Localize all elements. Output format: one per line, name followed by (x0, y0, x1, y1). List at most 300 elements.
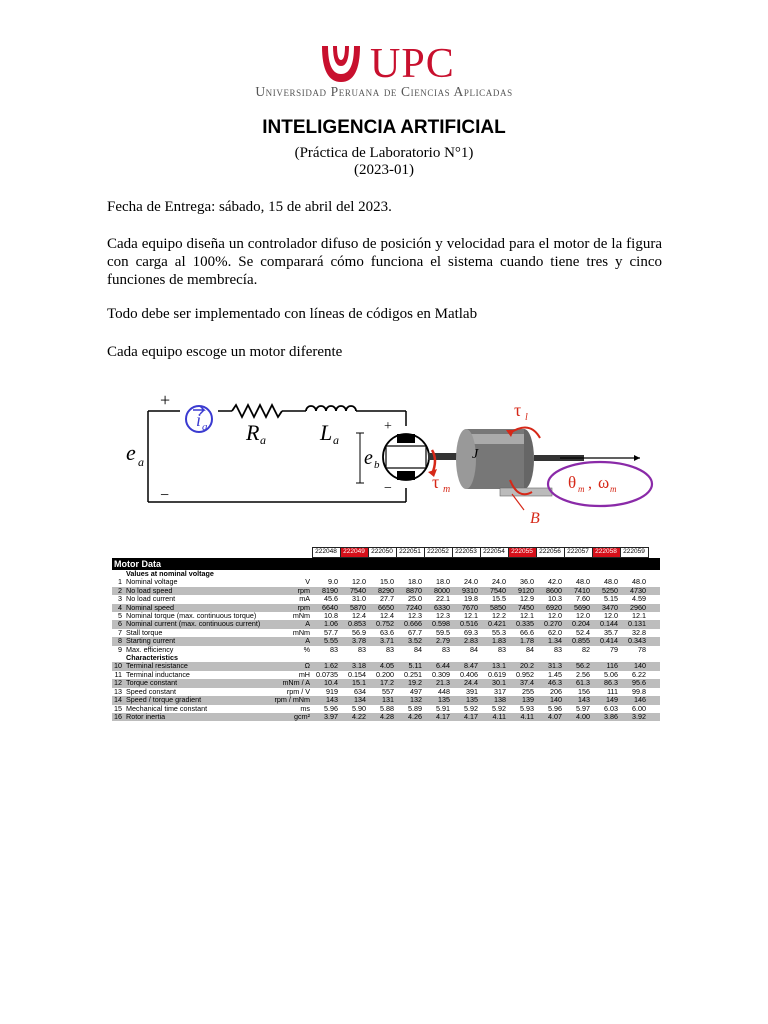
table-row (112, 713, 660, 721)
value-cell: 56.9 (352, 628, 366, 637)
spacer-cell (648, 604, 660, 612)
value-cell: 2960 (620, 604, 648, 612)
part-number-cell: 222055 (508, 548, 536, 558)
value-cell: 0.421 (480, 620, 508, 628)
label-theta: θ (568, 473, 577, 492)
value-cell: 48.0 (604, 578, 618, 587)
value-cell: 0.131 (620, 620, 648, 628)
spacer-cell (648, 595, 660, 603)
spacer-cell (648, 548, 660, 558)
value-cell: 32.8 (632, 628, 646, 637)
value-cell: 156 (578, 687, 590, 696)
value-cell: 6.00 (632, 704, 646, 713)
value-cell: 143 (564, 696, 592, 704)
value-cell: 24.0 (464, 578, 478, 587)
table-row (112, 696, 660, 704)
value-cell: 83 (554, 645, 562, 654)
value-cell: 2.56 (576, 670, 590, 679)
value-cell: 0.154 (348, 670, 366, 679)
value-cell: 1.06 (312, 620, 340, 628)
value-cell: 8190 (312, 587, 340, 595)
minus-left: − (160, 487, 170, 504)
value-cell: 83 (442, 645, 450, 654)
parameter-name: Rotor inertia (124, 713, 272, 721)
value-cell: 1.83 (480, 637, 508, 645)
due-date: Fecha de Entrega: sábado, 15 de abril del 2023. (107, 199, 392, 215)
value-cell: 8.47 (452, 662, 480, 670)
value-cell: 37.4 (508, 679, 536, 687)
label-tau-l: τ (514, 400, 522, 420)
value-cell: 4.28 (368, 713, 396, 721)
part-number-cell: 222052 (424, 548, 452, 558)
row-number: 7 (118, 628, 122, 637)
value-cell: 1.62 (312, 662, 340, 670)
svg-text:a: a (202, 421, 208, 433)
table-row (112, 620, 660, 628)
value-cell: 36.0 (520, 578, 534, 587)
row-number: 9 (118, 645, 122, 654)
value-cell: 919 (326, 687, 338, 696)
value-cell: 5870 (340, 604, 368, 612)
value-cell: 0.598 (424, 620, 452, 628)
value-cell: 21.3 (424, 679, 452, 687)
parameter-unit: mNm (292, 612, 310, 621)
spacer-cell (648, 713, 660, 721)
value-cell: 84 (526, 645, 534, 654)
value-cell: 0.853 (340, 620, 368, 628)
value-cell: 13.1 (480, 662, 508, 670)
spacer-cell (112, 654, 124, 662)
label-b: B (530, 510, 540, 527)
spacer-cell (112, 548, 124, 558)
table-row (112, 671, 660, 679)
value-cell: 5.11 (396, 662, 424, 670)
table-row (112, 662, 660, 670)
value-cell: 5850 (480, 604, 508, 612)
value-cell: 6330 (424, 604, 452, 612)
value-cell: 7540 (340, 587, 368, 595)
value-cell: 3.78 (340, 637, 368, 645)
value-cell: 5250 (592, 587, 620, 595)
value-cell: 4.05 (368, 662, 396, 670)
value-cell: 62.0 (548, 628, 562, 637)
parameter-unit: A (272, 637, 312, 645)
value-cell: 4.59 (632, 595, 646, 604)
parameter-name: Nominal voltage (126, 578, 178, 587)
value-cell: 48.0 (576, 578, 590, 587)
spacer-cell (648, 578, 660, 586)
value-cell: 4.11 (508, 713, 536, 721)
part-number-cell: 222050 (368, 548, 396, 558)
value-cell: 8000 (424, 587, 452, 595)
value-cell: 55.3 (492, 628, 506, 637)
value-cell: 2.83 (452, 637, 480, 645)
row-number: 15 (114, 704, 122, 713)
resistor-icon (232, 405, 282, 417)
value-cell: 52.4 (576, 628, 590, 637)
value-cell: 15.1 (340, 679, 368, 687)
part-number-cell: 222059 (620, 548, 648, 558)
value-cell: 15.0 (380, 578, 394, 587)
value-cell: 5.89 (408, 704, 422, 713)
value-cell: 25.0 (408, 595, 422, 604)
value-cell: 12.0 (352, 578, 366, 587)
value-cell: 69.3 (464, 628, 478, 637)
svg-text:m: m (578, 484, 585, 494)
upc-emblem-icon (316, 40, 366, 88)
table-row (112, 646, 660, 654)
value-cell: 5690 (564, 604, 592, 612)
section-heading-row (112, 570, 660, 578)
value-cell: 1.45 (548, 670, 562, 679)
spacer-cell (648, 696, 660, 704)
value-cell: 48.0 (632, 578, 646, 587)
value-cell: 61.3 (564, 679, 592, 687)
parameter-name: Terminal inductance (126, 670, 190, 679)
value-cell: 67.7 (408, 628, 422, 637)
plus-left: + (160, 390, 171, 410)
label-ea: e (126, 440, 136, 465)
row-number: 5 (118, 612, 122, 621)
value-cell: 5.55 (312, 637, 340, 645)
parameter-unit: mNm / A (272, 679, 312, 687)
value-cell: 6.22 (632, 670, 646, 679)
parameter-name: Nominal current (max. continuous current) (124, 620, 272, 628)
parameter-unit: A (272, 620, 312, 628)
value-cell: 4.22 (340, 713, 368, 721)
value-cell: 12.1 (520, 612, 534, 621)
value-cell: 12.2 (492, 612, 506, 621)
motor-data-title: Motor Data (112, 558, 660, 571)
spacer-cell (648, 629, 660, 637)
value-cell: 5.97 (576, 704, 590, 713)
svg-text:a: a (333, 433, 339, 447)
value-cell: 146 (620, 696, 648, 704)
value-cell: 12.4 (352, 612, 366, 621)
value-cell: 4.00 (564, 713, 592, 721)
value-cell: 7240 (396, 604, 424, 612)
spacer-cell (648, 612, 660, 620)
value-cell: 0.516 (452, 620, 480, 628)
value-cell: 24.4 (452, 679, 480, 687)
value-cell: 0.0735 (316, 670, 338, 679)
table-row (112, 595, 660, 603)
value-cell: 35.7 (604, 628, 618, 637)
label-ra: R (246, 420, 260, 445)
value-cell: 0.309 (432, 670, 450, 679)
spacer-cell (124, 548, 272, 558)
paragraph-matlab: Todo debe ser implementado con líneas de códigos en Matlab (107, 306, 478, 322)
parameter-unit: Ω (272, 662, 312, 670)
value-cell: 27.7 (380, 595, 394, 604)
svg-text:l: l (525, 412, 528, 423)
value-cell: 317 (494, 687, 506, 696)
value-cell: 10.3 (548, 595, 562, 604)
value-cell: 111 (607, 687, 618, 696)
value-cell: 3.18 (340, 662, 368, 670)
value-cell: 6650 (368, 604, 396, 612)
parameter-unit: mNm (292, 628, 310, 637)
part-number-cell: 222058 (592, 548, 620, 558)
row-number: 16 (114, 712, 122, 721)
svg-text:a: a (138, 455, 144, 469)
value-cell: 0.144 (592, 620, 620, 628)
row-number: 10 (114, 662, 122, 671)
value-cell: 8870 (396, 587, 424, 595)
parameter-unit: rpm (272, 604, 312, 612)
svg-text:m: m (443, 484, 451, 495)
parameter-name: No load current (126, 595, 176, 604)
table-row (112, 637, 660, 645)
document-title: INTELIGENCIA ARTIFICIAL (262, 117, 506, 138)
value-cell: 42.0 (548, 578, 562, 587)
value-cell: 57.7 (324, 628, 338, 637)
part-number-cell: 222053 (452, 548, 480, 558)
value-cell: 78 (638, 645, 646, 654)
parameter-unit: rpm / V (286, 687, 310, 696)
value-cell: 46.3 (536, 679, 564, 687)
value-cell: 132 (396, 696, 424, 704)
value-cell: 5.92 (492, 704, 506, 713)
value-cell: 24.0 (492, 578, 506, 587)
value-cell: 4.11 (480, 713, 508, 721)
value-cell: 0.343 (620, 637, 648, 645)
value-cell: 3.86 (592, 713, 620, 721)
parameter-unit: mA (299, 595, 310, 604)
svg-text:a: a (260, 433, 266, 447)
table-row (112, 679, 660, 687)
section-heading: Values at nominal voltage (126, 570, 214, 578)
value-cell: 135 (452, 696, 480, 704)
part-number-cell: 222049 (340, 548, 368, 558)
parameter-name: Terminal resistance (124, 662, 272, 670)
value-cell: 66.6 (520, 628, 534, 637)
value-cell: 149 (592, 696, 620, 704)
part-number-cell: 222054 (480, 548, 508, 558)
value-cell: 9.0 (328, 578, 338, 587)
value-cell: 12.0 (604, 612, 618, 621)
value-cell: 56.2 (564, 662, 592, 670)
value-cell: 6920 (536, 604, 564, 612)
parameter-unit: rpm (272, 587, 312, 595)
value-cell: 5.92 (464, 704, 478, 713)
inductor-icon (306, 406, 356, 411)
value-cell: 5.06 (604, 670, 618, 679)
parameter-unit: % (303, 645, 310, 654)
value-cell: 448 (438, 687, 450, 696)
value-cell: 82 (582, 645, 590, 654)
parameter-name: No load speed (124, 587, 272, 595)
value-cell: 497 (410, 687, 422, 696)
spacer-cell (272, 548, 312, 558)
value-cell: 140 (536, 696, 564, 704)
parameter-name: Nominal torque (max. continuous torque) (126, 612, 257, 621)
spacer-cell (648, 587, 660, 595)
value-cell: 5.15 (604, 595, 618, 604)
value-cell: 20.2 (508, 662, 536, 670)
value-cell: 4.26 (396, 713, 424, 721)
value-cell: 84 (470, 645, 478, 654)
value-cell: 4.07 (536, 713, 564, 721)
spacer-cell (648, 705, 660, 713)
parameter-name: Starting current (124, 637, 272, 645)
value-cell: 0.855 (564, 637, 592, 645)
row-number: 12 (114, 679, 122, 688)
value-cell: 19.8 (464, 595, 478, 604)
svg-text:b: b (374, 459, 380, 471)
value-cell: 3.71 (368, 637, 396, 645)
value-cell: 31.0 (352, 595, 366, 604)
value-cell: 5.96 (324, 704, 338, 713)
value-cell: 18.0 (408, 578, 422, 587)
value-cell: 255 (522, 687, 534, 696)
value-cell: 99.8 (632, 687, 646, 696)
spacer-cell (648, 637, 660, 645)
value-cell: 135 (424, 696, 452, 704)
university-name: Universidad Peruana de Ciencias Aplicadas (255, 84, 513, 99)
value-cell: 6.44 (424, 662, 452, 670)
value-cell: 12.3 (436, 612, 450, 621)
value-cell: 6640 (312, 604, 340, 612)
value-cell: 8290 (368, 587, 396, 595)
value-cell: 0.270 (536, 620, 564, 628)
value-cell: 83 (386, 645, 394, 654)
value-cell: 557 (382, 687, 394, 696)
table-row (112, 587, 660, 595)
parameter-unit: rpm / mNm (272, 696, 312, 704)
value-cell: 19.2 (396, 679, 424, 687)
parameter-name: Torque constant (124, 679, 272, 687)
spacer-cell (648, 620, 660, 628)
spacer-cell (648, 688, 660, 696)
row-number: 8 (112, 637, 124, 645)
value-cell: 0.414 (592, 637, 620, 645)
paragraph-assignment: Cada equipo diseña un controlador difuso de posición y velocidad para el motor de la figura con carga al 100%. Se comparará cómo funciona el sistema cuando tiene tres y cinco funciones de membrecía. (107, 236, 662, 288)
value-cell: 12.0 (548, 612, 562, 621)
value-cell: 7540 (480, 587, 508, 595)
value-cell: 634 (354, 687, 366, 696)
value-cell: 5.93 (520, 704, 534, 713)
value-cell: 206 (550, 687, 562, 696)
value-cell: 31.3 (536, 662, 564, 670)
value-cell: 3470 (592, 604, 620, 612)
svg-text:m: m (610, 484, 617, 494)
parameter-unit: V (305, 578, 310, 587)
label-tau-m: τ (432, 472, 440, 492)
value-cell: 1.78 (508, 637, 536, 645)
value-cell: 0.200 (376, 670, 394, 679)
value-cell: 3.97 (312, 713, 340, 721)
spacer-cell (648, 679, 660, 687)
value-cell: 12.0 (576, 612, 590, 621)
value-cell: 7410 (564, 587, 592, 595)
value-cell: 10.8 (324, 612, 338, 621)
value-cell: 0.251 (404, 670, 422, 679)
row-number: 13 (114, 687, 122, 696)
label-ia: i (196, 410, 202, 430)
paragraph-motor-choice: Cada equipo escoge un motor diferente (107, 344, 343, 360)
row-number: 4 (112, 604, 124, 612)
value-cell: 3.52 (396, 637, 424, 645)
value-cell: 9310 (452, 587, 480, 595)
value-cell: 95.6 (620, 679, 648, 687)
logo-text: UPC (370, 41, 455, 87)
value-cell: 18.0 (436, 578, 450, 587)
spacer-cell (648, 662, 660, 670)
table-row (112, 705, 660, 713)
table-row (112, 578, 660, 586)
parameter-name: Nominal speed (124, 604, 272, 612)
value-cell: 12.1 (464, 612, 478, 621)
value-cell: 30.1 (480, 679, 508, 687)
value-cell: 0.204 (564, 620, 592, 628)
value-cell: 7450 (508, 604, 536, 612)
value-cell: 5.96 (548, 704, 562, 713)
upc-logo (232, 36, 536, 106)
spacer-cell (648, 671, 660, 679)
parameter-unit: gcm² (272, 713, 312, 721)
minus-motor: − (384, 481, 392, 496)
label-eb: e (364, 447, 373, 469)
part-number-cell: 222056 (536, 548, 564, 558)
section-heading-row (112, 654, 660, 662)
value-cell: 6.03 (604, 704, 618, 713)
table-row (112, 688, 660, 696)
section-heading: Characteristics (126, 654, 178, 663)
label-j: J (472, 447, 479, 462)
value-cell: 63.6 (380, 628, 394, 637)
part-number-row (112, 548, 660, 558)
value-cell: 0.752 (368, 620, 396, 628)
part-number-cell: 222057 (564, 548, 592, 558)
row-number: 11 (114, 670, 122, 679)
value-cell: 116 (592, 662, 620, 670)
value-cell: 140 (620, 662, 648, 670)
parameter-name: Speed constant (126, 687, 176, 696)
value-cell: 83 (330, 645, 338, 654)
value-cell: 4.17 (424, 713, 452, 721)
value-cell: 0.666 (396, 620, 424, 628)
value-cell: 134 (340, 696, 368, 704)
value-cell: 143 (312, 696, 340, 704)
value-cell: 4730 (620, 587, 648, 595)
value-cell: 5.91 (436, 704, 450, 713)
value-cell: 391 (466, 687, 478, 696)
value-cell: 10.4 (312, 679, 340, 687)
value-cell: 138 (480, 696, 508, 704)
value-cell: 0.952 (516, 670, 534, 679)
value-cell: 12.1 (632, 612, 646, 621)
spacer-cell (648, 646, 660, 654)
document-term: (2023-01) (354, 162, 414, 178)
value-cell: 131 (368, 696, 396, 704)
parameter-name: Max. efficiency (126, 645, 174, 654)
motor-data-table (112, 547, 660, 721)
label-omega: ω (598, 473, 610, 492)
motor-data-header (112, 558, 660, 571)
part-number-cell: 222048 (312, 548, 340, 558)
value-cell: 7.60 (576, 595, 590, 604)
value-cell: 83 (498, 645, 506, 654)
svg-text:,: , (588, 475, 592, 492)
value-cell: 0.619 (488, 670, 506, 679)
row-number: 6 (112, 620, 124, 628)
value-cell: 12.4 (380, 612, 394, 621)
value-cell: 8600 (536, 587, 564, 595)
value-cell: 0.406 (460, 670, 478, 679)
row-number: 1 (118, 578, 122, 587)
value-cell: 0.335 (508, 620, 536, 628)
